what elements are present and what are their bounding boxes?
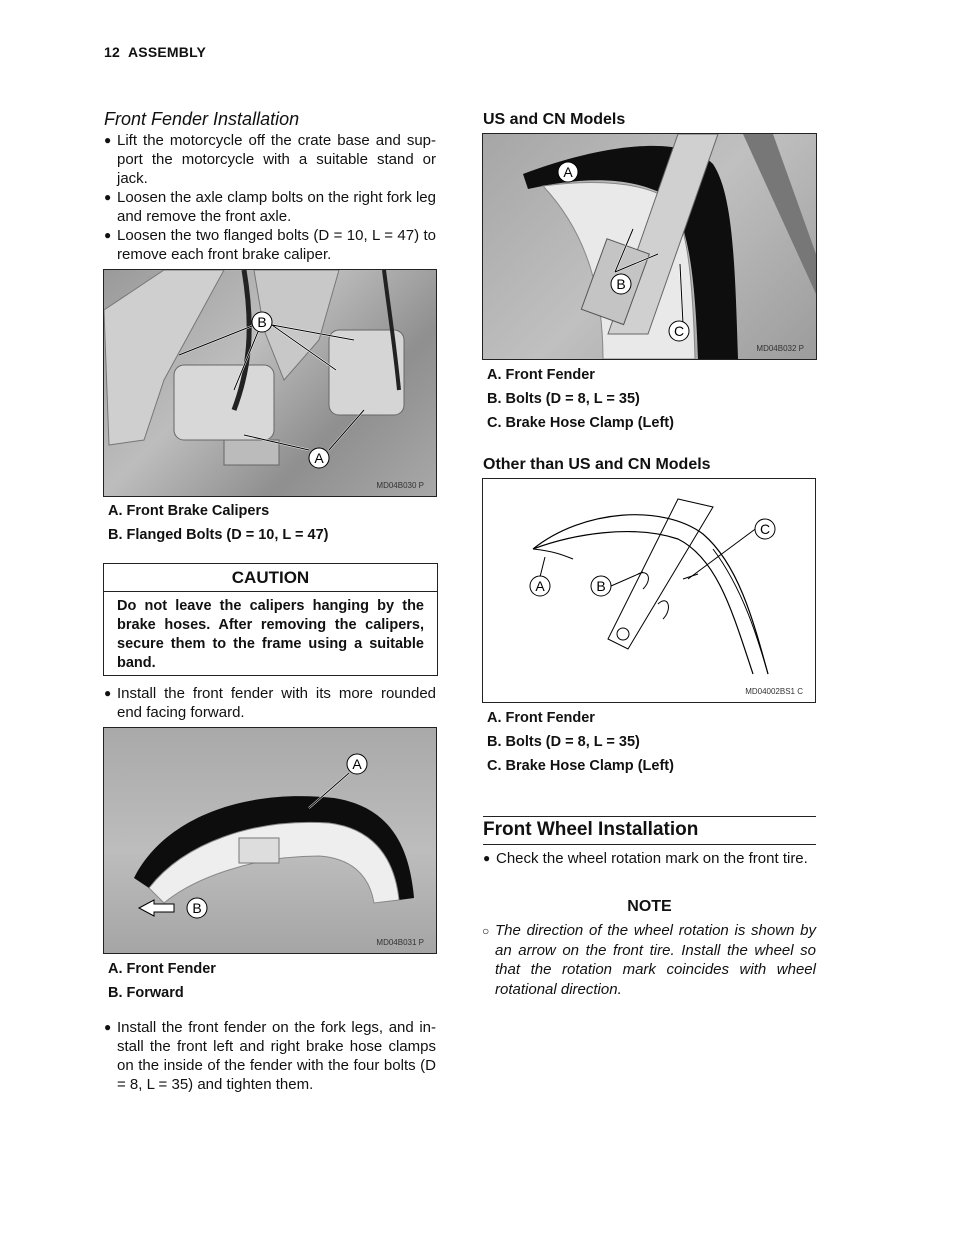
figure-caption: A. Front Fender [487,710,595,726]
callout-b-label: B [192,900,202,916]
bullet-item: ● Loosen the two flanged bolts (D = 10, L = 47) to remove each front brake caliper. [104,227,436,263]
bullet-icon: ● [483,851,491,865]
section-name: ASSEMBLY [127,44,207,60]
callout-b-label: B [257,314,267,330]
bullet-item: ● Install the front fender on the fork legs, and in-stall the front left and right brake hose clamps on the inside of the fender with the four bolts (D = 8, L = 35) and tighten them. [104,1019,436,1093]
front-fender-illustration [104,728,436,953]
section-title: Front Wheel Installation [483,816,816,845]
page-number: 12 [104,44,120,60]
front-fender-photo [103,727,437,954]
circle-bullet-icon: ○ [482,924,490,938]
bullet-icon: ● [104,228,112,242]
us-cn-fender-photo [482,133,817,360]
callout-a-label: A [352,756,362,772]
figure-code: MD04002BS1 C [745,687,803,696]
figure-code: MD04B031 P [376,938,424,947]
bullet-icon: ● [104,190,112,204]
note-text: ○ The direction of the wheel rotation is shown by an arrow on the front tire. Install the wheel so that the rotation mark coincides with wheel rotational direction. [482,922,816,998]
callout-a-label: A [314,450,324,466]
caution-text: Do not leave the calipers hanging by the brake hoses. After removing the calipers, secure them to the frame using a suitable band. [117,598,424,671]
callout-a-label: A [535,578,545,594]
figure-caption: B. Forward [108,985,184,1001]
figure-caption: C. Brake Hose Clamp (Left) [487,758,674,774]
figure-caption: C. Brake Hose Clamp (Left) [487,415,674,431]
brake-caliper-photo [103,269,437,497]
caution-heading: CAUTION [104,564,437,592]
figure-code: MD04B032 P [756,344,804,353]
bullet-icon: ● [104,1020,112,1034]
page-header [104,44,206,60]
brake-caliper-illustration [104,270,436,496]
callout-b-label: B [616,276,626,292]
figure-caption: B. Flanged Bolts (D = 10, L = 47) [108,527,329,543]
figure-heading: US and CN Models [483,111,626,128]
bullet-icon: ● [104,133,112,147]
bullet-item: ● Install the front fender with its more rounded end facing forward. [104,685,436,721]
caution-box [103,563,438,676]
subsection-title: Front Fender Installation [104,109,300,129]
figure-caption: A. Front Brake Calipers [108,503,270,519]
bullet-icon: ● [104,686,112,700]
callout-c-label: C [759,521,771,537]
figure-code: MD04B030 P [376,481,424,490]
fender-line-drawing [483,479,815,702]
figure-caption: B. Bolts (D = 8, L = 35) [487,391,640,407]
callout-c-label: C [673,323,685,339]
bullet-item: ● Check the wheel rotation mark on the front tire. [483,850,808,867]
figure-heading: Other than US and CN Models [483,456,711,473]
note-heading: NOTE [627,898,672,915]
other-models-diagram [482,478,816,703]
us-cn-fender-illustration [483,134,816,359]
bullet-item: ● Loosen the axle clamp bolts on the right fork leg and remove the front axle. [104,189,436,225]
bullet-item: ● Lift the motorcycle off the crate base and sup-port the motorcycle with a suitable stand or jack. [104,132,436,187]
figure-caption: B. Bolts (D = 8, L = 35) [487,734,640,750]
figure-caption: A. Front Fender [487,367,595,383]
figure-caption: A. Front Fender [108,961,216,977]
callout-a-label: A [563,164,573,180]
callout-b-label: B [596,578,606,594]
